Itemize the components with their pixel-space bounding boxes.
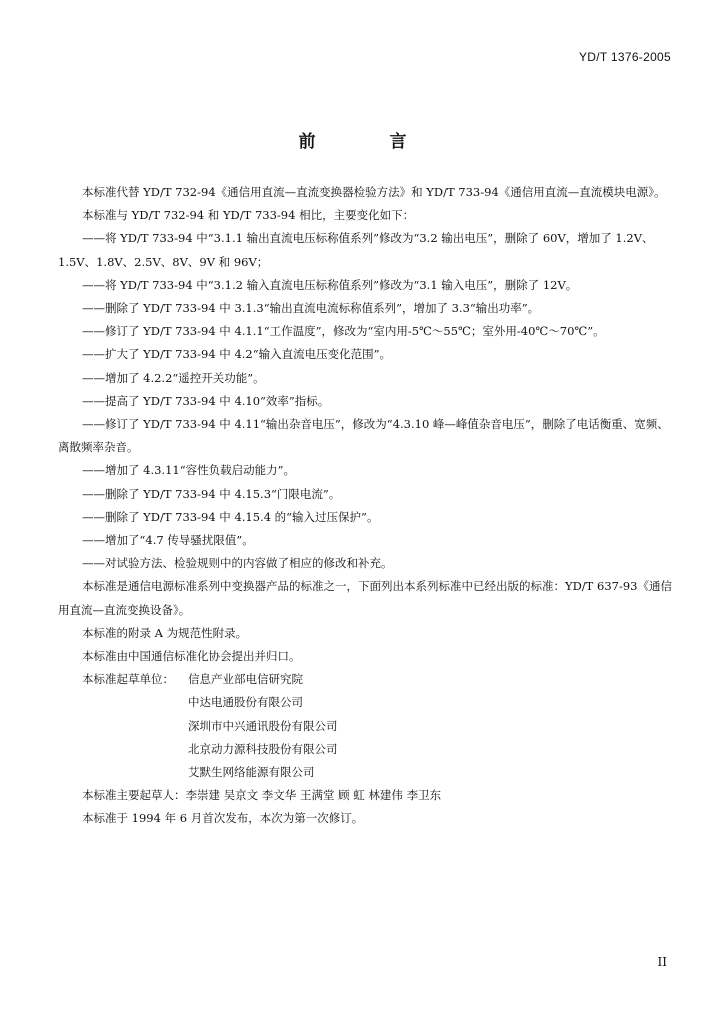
foreword-body: [58, 181, 674, 831]
standard-code: YD/T 1376-2005: [578, 50, 671, 64]
drafting-unit: 深圳市中兴通讯股份有限公司: [188, 718, 338, 733]
paragraph-replaces: 本标准代替 YD/T 732-94《通信用直流—直流变换器检验方法》和 YD/T 733-94《通信用直流—直流模块电源》。: [82, 185, 666, 199]
change-item: ——扩大了 YD/T 733-94 中 4.2“输入直流电压变化范围”。: [82, 347, 391, 362]
paragraph-proposer: 本标准由中国通信标准化协会提出并归口。: [82, 649, 301, 664]
paragraph-drafters: 本标准主要起草人：李崇建 吴京文 李文华 王满堂 顾 虹 林建伟 李卫东: [82, 788, 442, 803]
change-item: ——将 YD/T 733-94 中“3.1.1 输出直流电压标称值系列”修改为“3.2 输出电压”，删除了 60V，增加了 1.2V、1.5V、1.8V、2.5V、8V、9V 和 96V；: [58, 231, 654, 269]
paragraph-changes-intro: 本标准与 YD/T 732-94 和 YD/T 733-94 相比，主要变化如下：: [82, 208, 415, 223]
change-item: ——增加了“4.7 传导骚扰限值”。: [82, 533, 254, 548]
drafting-unit: 中达电通股份有限公司: [188, 695, 303, 710]
page-title: 前 言: [298, 132, 441, 152]
change-item: ——修订了 YD/T 733-94 中 4.11“输出杂音电压”，修改为“4.3.10 峰—峰值杂音电压”，删除了电话衡重、宽频、离散频率杂音。: [58, 417, 669, 455]
drafting-units-label: 本标准起草单位：: [82, 672, 174, 687]
paragraph-history: 本标准于 1994 年 6 月首次发布，本次为第一次修订。: [82, 811, 364, 826]
drafting-unit: 信息产业部电信研究院: [188, 672, 303, 687]
paragraph-appendix: 本标准的附录 A 为规范性附录。: [82, 625, 248, 640]
change-item: ——删除了 YD/T 733-94 中 3.1.3“输出直流电流标称值系列”，增加了 3.3“输出功率”。: [82, 301, 540, 316]
change-item: ——增加了 4.3.11“容性负载启动能力”。: [82, 463, 295, 478]
drafting-unit: 艾默生网络能源有限公司: [188, 765, 315, 780]
change-item: ——将 YD/T 733-94 中“3.1.2 输入直流电压标称值系列”修改为“3.1 输入电压”，删除了 12V。: [82, 277, 578, 292]
drafting-unit: 北京动力源科技股份有限公司: [188, 741, 338, 756]
change-item: ——修订了 YD/T 733-94 中 4.1.1“工作温度”，修改为“室内用-5℃～55℃；室外用-40℃～70℃”。: [82, 324, 605, 339]
change-item: ——增加了 4.2.2“遥控开关功能”。: [82, 370, 265, 385]
change-item: ——提高了 YD/T 733-94 中 4.10“效率”指标。: [82, 393, 330, 408]
change-item: ——删除了 YD/T 733-94 中 4.15.4 的“输入过压保护”。: [82, 509, 379, 524]
drafting-units: [58, 668, 674, 784]
page-number: II: [657, 955, 667, 969]
paragraph-series: 本标准是通信电源标准系列中变换器产品的标准之一，下面列出本系列标准中已经出版的标准：YD/T 637-93《通信用直流—直流变换设备》。: [58, 579, 672, 617]
change-item: ——删除了 YD/T 733-94 中 4.15.3“门限电流”。: [82, 486, 341, 501]
change-item: ——对试验方法、检验规则中的内容做了相应的修改和补充。: [82, 556, 393, 571]
